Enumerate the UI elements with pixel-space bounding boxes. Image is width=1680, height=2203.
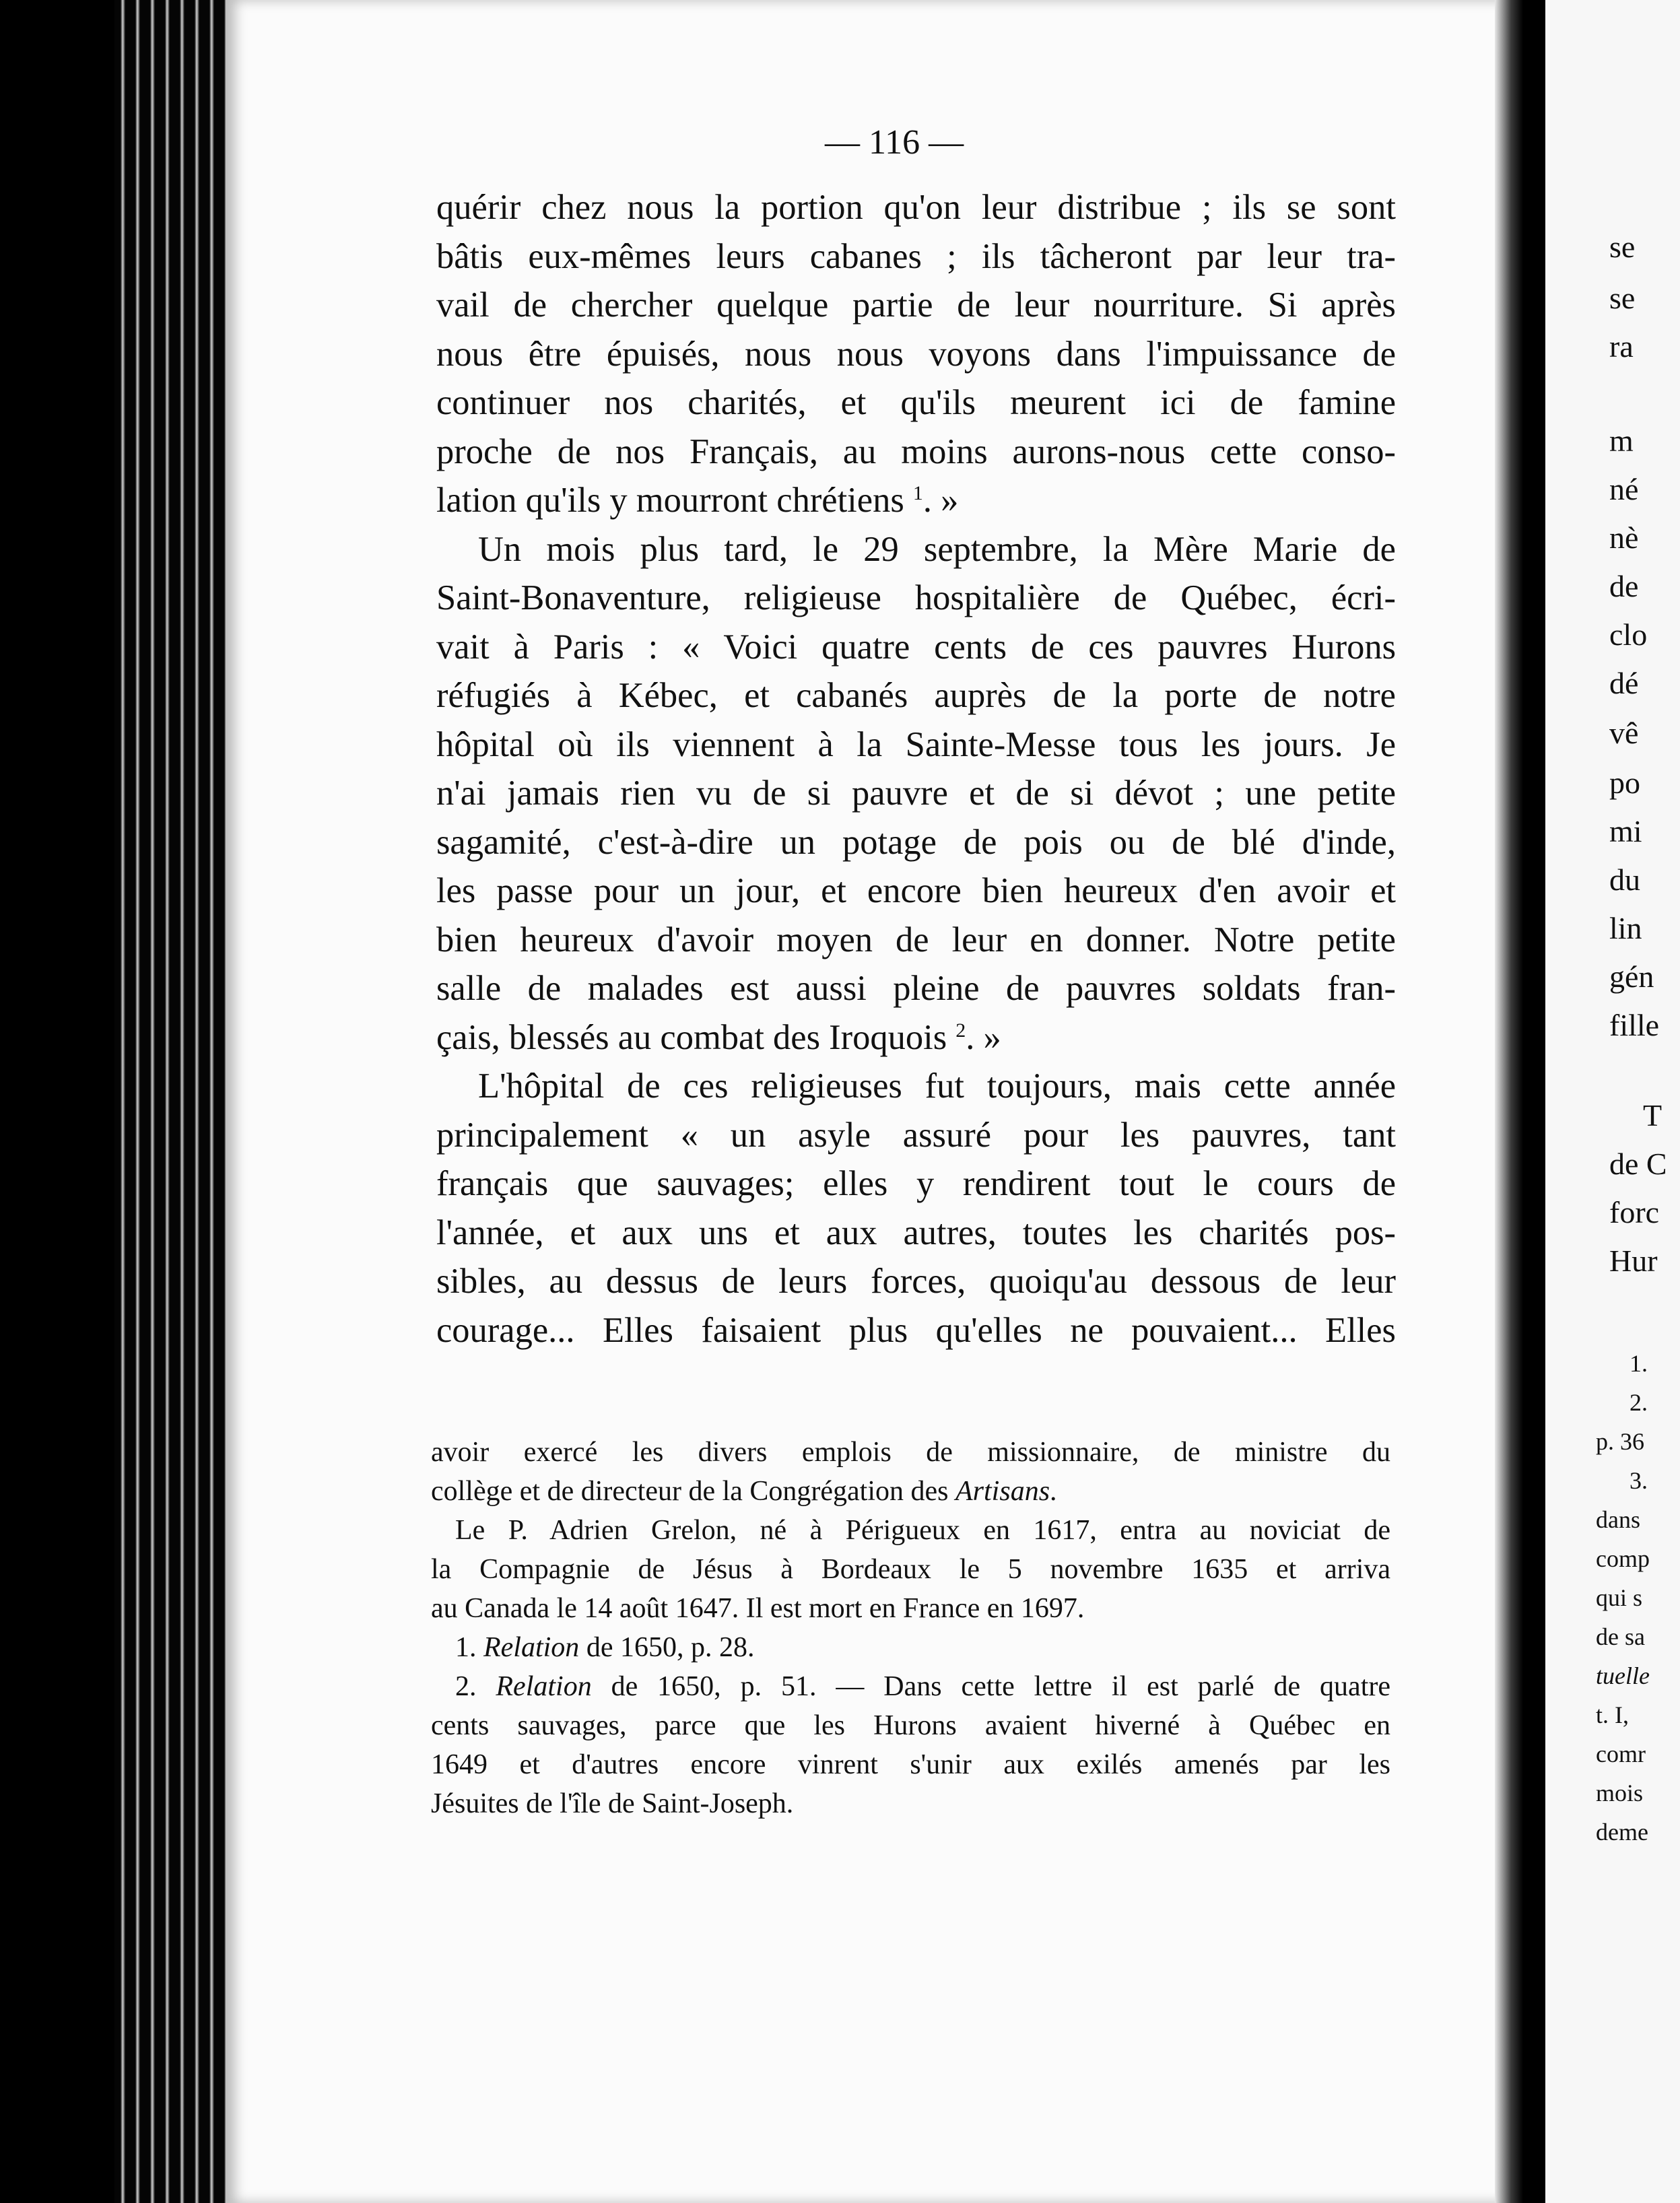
footnote-number: 2. bbox=[455, 1671, 477, 1702]
facing-note-fragment: dans bbox=[1596, 1506, 1640, 1533]
facing-note-fragment: t. I, bbox=[1596, 1701, 1629, 1728]
footnote-line: Jésuites de l'île de Saint-Joseph. bbox=[431, 1788, 794, 1819]
facing-note-fragment: 1. bbox=[1629, 1350, 1648, 1377]
text-run: . » bbox=[966, 1017, 1001, 1057]
footnote-ref: 1 bbox=[912, 482, 923, 504]
facing-fragment: T bbox=[1643, 1098, 1662, 1132]
footnote-ref: 2 bbox=[955, 1019, 966, 1042]
facing-fragment: né bbox=[1609, 472, 1639, 506]
footnote-line: avoir exercé les divers emplois de missionnaire, de ministre du bbox=[431, 1437, 1390, 1468]
footnote-1 bbox=[431, 1628, 1390, 1667]
italic-title: Relation bbox=[496, 1671, 592, 1702]
text-line: vait à Paris : « Voici quatre cents de ces pauvres Hurons bbox=[436, 627, 1396, 667]
italic-title: Relation bbox=[483, 1632, 580, 1663]
main-text bbox=[436, 183, 1396, 1355]
text-line: bien heureux d'avoir moyen de leur en donner. Notre petite bbox=[436, 920, 1396, 959]
text-line: n'ai jamais rien vu de si pauvre et de si dévot ; une petite bbox=[436, 774, 1396, 813]
facing-fragment: po bbox=[1609, 766, 1640, 800]
facing-fragment: se bbox=[1609, 281, 1636, 315]
facing-fragment: dé bbox=[1609, 666, 1639, 700]
facing-fragment: nè bbox=[1609, 520, 1639, 555]
facing-fragment: lin bbox=[1609, 911, 1642, 945]
text-line: bâtis eux-mêmes leurs cabanes ; ils tâcheront par leur tra- bbox=[436, 236, 1396, 276]
facing-note-fragment: de sa bbox=[1596, 1623, 1645, 1650]
facing-fragment: se bbox=[1609, 230, 1636, 264]
text-line: quérir chez nous la portion qu'on leur distribue ; ils se sont bbox=[436, 188, 1396, 227]
text-run: de 1650, p. 28. bbox=[586, 1632, 755, 1663]
footnote-line: cents sauvages, parce que les Hurons avaient hiverné à Québec en bbox=[431, 1710, 1390, 1741]
text-line: continuer nos charités, et qu'ils meurent ici de famine bbox=[436, 383, 1396, 422]
text-line: les passe pour un jour, et encore bien heureux d'en avoir et bbox=[436, 871, 1396, 910]
page-number: — 116 — bbox=[825, 123, 964, 162]
facing-fragment: forc bbox=[1609, 1195, 1660, 1229]
footnote-line: 1649 et d'autres encore vinrent s'unir aux exilés amenés par les bbox=[431, 1749, 1390, 1780]
text-line: sibles, au dessus de leurs forces, quoiqu'au dessous de leur bbox=[436, 1262, 1396, 1301]
text-line bbox=[436, 476, 1396, 525]
facing-note-fragment: p. 36 bbox=[1596, 1428, 1644, 1455]
text-line: Un mois plus tard, le 29 septembre, la Mère Marie de bbox=[478, 529, 1396, 569]
text-line: courage... Elles faisaient plus qu'elles ne pouvaient... Elles bbox=[436, 1310, 1396, 1350]
text-line: Saint-Bonaventure, religieuse hospitalière de Québec, écri- bbox=[436, 578, 1396, 617]
facing-fragment: du bbox=[1609, 862, 1640, 897]
footnotes bbox=[431, 1433, 1390, 1823]
text-run: lation qu'ils y mourront chrétiens bbox=[436, 481, 904, 520]
text-line: principalement « un asyle assuré pour les pauvres, tant bbox=[436, 1115, 1396, 1155]
italic-title: Artisans bbox=[955, 1476, 1050, 1507]
facing-fragment: m bbox=[1609, 423, 1634, 458]
facing-note-fragment: 2. bbox=[1629, 1389, 1648, 1416]
footnote-line: la Compagnie de Jésus à Bordeaux le 5 novembre 1635 et arriva bbox=[431, 1554, 1390, 1585]
text-line: vail de chercher quelque partie de leur nourriture. Si après bbox=[436, 285, 1396, 325]
text-line: salle de malades est aussi pleine de pauvres soldats fran- bbox=[436, 969, 1396, 1008]
footnote-2 bbox=[431, 1667, 1390, 1706]
text-run: . » bbox=[922, 481, 959, 520]
footnote-line: au Canada le 14 août 1647. Il est mort en France en 1697. bbox=[431, 1593, 1085, 1624]
facing-fragment: mi bbox=[1609, 814, 1642, 848]
facing-fragment: fille bbox=[1609, 1008, 1660, 1042]
text-line: réfugiés à Kébec, et cabanés auprès de la porte de notre bbox=[436, 676, 1396, 715]
text-line: hôpital où ils viennent à la Sainte-Messe tous les jours. Je bbox=[436, 724, 1396, 764]
facing-fragment: Hur bbox=[1609, 1244, 1658, 1278]
facing-fragment: clo bbox=[1609, 617, 1648, 652]
facing-note-fragment: comp bbox=[1596, 1545, 1650, 1572]
text-line: L'hôpital de ces religieuses fut toujours, mais cette année bbox=[478, 1066, 1396, 1106]
footnote-line bbox=[431, 1472, 1390, 1511]
book-binding-edge bbox=[114, 0, 229, 2203]
facing-note-fragment: mois bbox=[1596, 1780, 1644, 1806]
facing-fragment: de bbox=[1609, 569, 1639, 603]
text-line: sagamité, c'est-à-dire un potage de pois ou de blé d'inde, bbox=[436, 822, 1396, 862]
facing-note-fragment: comr bbox=[1596, 1740, 1646, 1767]
text-run: de 1650, p. 51. — Dans cette lettre il est parlé de quatre bbox=[611, 1671, 1390, 1702]
facing-note-fragment: qui s bbox=[1596, 1584, 1643, 1611]
text-line: l'année, et aux uns et aux autres, toutes les charités pos- bbox=[436, 1213, 1396, 1252]
text-line: nous être épuisés, nous nous voyons dans l'impuissance de bbox=[436, 334, 1396, 374]
facing-fragment: ra bbox=[1609, 329, 1634, 364]
text-run: . bbox=[1050, 1476, 1057, 1507]
footnote-number: 1. bbox=[455, 1632, 477, 1663]
text-line bbox=[436, 1013, 1396, 1062]
facing-note-fragment: deme bbox=[1596, 1819, 1648, 1845]
facing-note-fragment: tuelle bbox=[1596, 1662, 1650, 1689]
facing-fragment: gén bbox=[1609, 959, 1654, 994]
facing-note-fragment: 3. bbox=[1629, 1467, 1648, 1494]
text-run: çais, blessés au combat des Iroquois bbox=[436, 1017, 947, 1057]
text-line: proche de nos Français, au moins aurons-nous cette conso- bbox=[436, 432, 1396, 471]
facing-fragment: vê bbox=[1609, 716, 1639, 750]
facing-fragment: de C bbox=[1609, 1147, 1667, 1181]
book-gutter bbox=[1495, 0, 1535, 2203]
text-line: français que sauvages; elles y rendirent tout le cours de bbox=[436, 1164, 1396, 1203]
text-run: collège et de directeur de la Congrégation des bbox=[431, 1476, 949, 1507]
footnote-line: Le P. Adrien Grelon, né à Périgueux en 1617, entra au noviciat de bbox=[455, 1515, 1390, 1546]
